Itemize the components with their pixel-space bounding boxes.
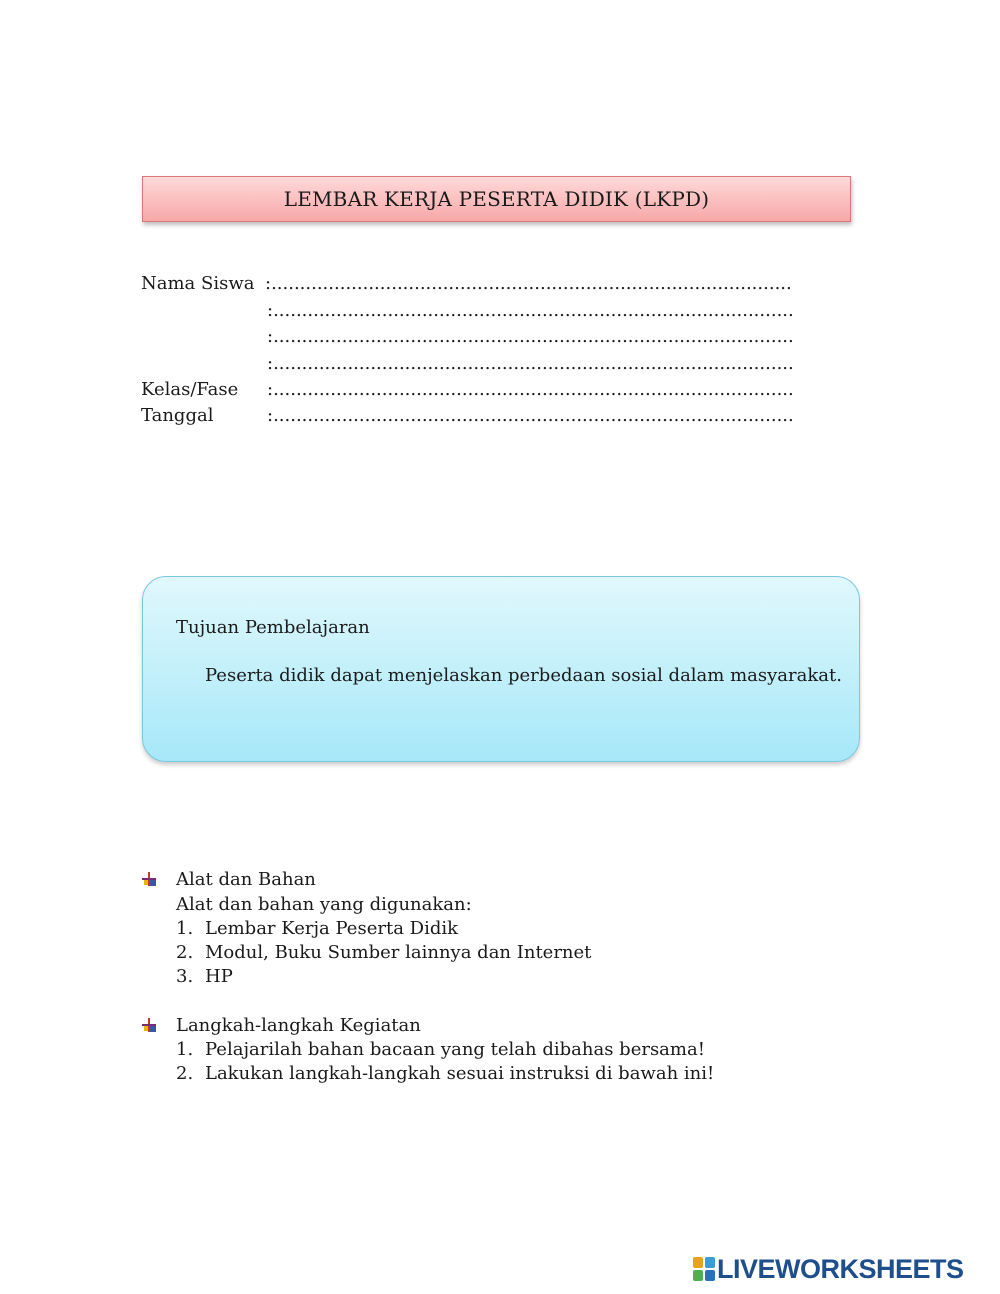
liveworksheets-badge-icon xyxy=(693,1257,715,1281)
nama-siswa-field-4[interactable]: :........................................................................................... xyxy=(267,353,794,374)
nama-siswa-field-2[interactable]: :........................................................................................... xyxy=(267,300,794,321)
kelas-fase-label: Kelas/Fase xyxy=(141,379,239,400)
tools-heading-label: Alat dan Bahan xyxy=(176,869,316,890)
tools-intro: Alat dan bahan yang digunakan: xyxy=(176,894,472,915)
list-text: Pelajarilah bahan bacaan yang telah dibahas bersama! xyxy=(205,1039,705,1060)
list-number: 1. xyxy=(176,1039,194,1060)
list-number: 3. xyxy=(176,966,194,987)
list-number: 2. xyxy=(176,942,194,963)
learning-goal-text: Peserta didik dapat menjelaskan perbedaan sosial dalam masyarakat. xyxy=(205,665,842,686)
list-text: Modul, Buku Sumber lainnya dan Internet xyxy=(205,942,592,963)
learning-goal-title: Tujuan Pembelajaran xyxy=(176,617,370,638)
list-number: 2. xyxy=(176,1063,194,1084)
list-text: Lembar Kerja Peserta Didik xyxy=(205,918,459,939)
page-title: LEMBAR KERJA PESERTA DIDIK (LKPD) xyxy=(283,187,710,211)
kelas-fase-field[interactable]: :........................................................................................... xyxy=(267,379,794,400)
learning-goal-box xyxy=(142,576,860,762)
plus-bullet-icon xyxy=(141,871,157,887)
nama-siswa-field-3[interactable]: :........................................................................................... xyxy=(267,326,794,347)
list-text: Lakukan langkah-langkah sesuai instruksi di bawah ini! xyxy=(205,1063,715,1084)
plus-bullet-icon xyxy=(141,1017,157,1033)
liveworksheets-wordmark: LIVEWORKSHEETS xyxy=(717,1253,964,1284)
nama-siswa-field-1[interactable]: :........................................................................................... xyxy=(265,273,792,294)
nama-siswa-label: Nama Siswa xyxy=(141,273,255,294)
tanggal-field[interactable]: :........................................................................................... xyxy=(267,405,794,426)
steps-heading-label: Langkah-langkah Kegiatan xyxy=(176,1015,421,1036)
tanggal-label: Tanggal xyxy=(141,405,214,426)
list-number: 1. xyxy=(176,918,194,939)
lkpd-title-box xyxy=(142,176,851,222)
liveworksheets-logo xyxy=(693,1255,964,1283)
list-text: HP xyxy=(205,966,233,987)
